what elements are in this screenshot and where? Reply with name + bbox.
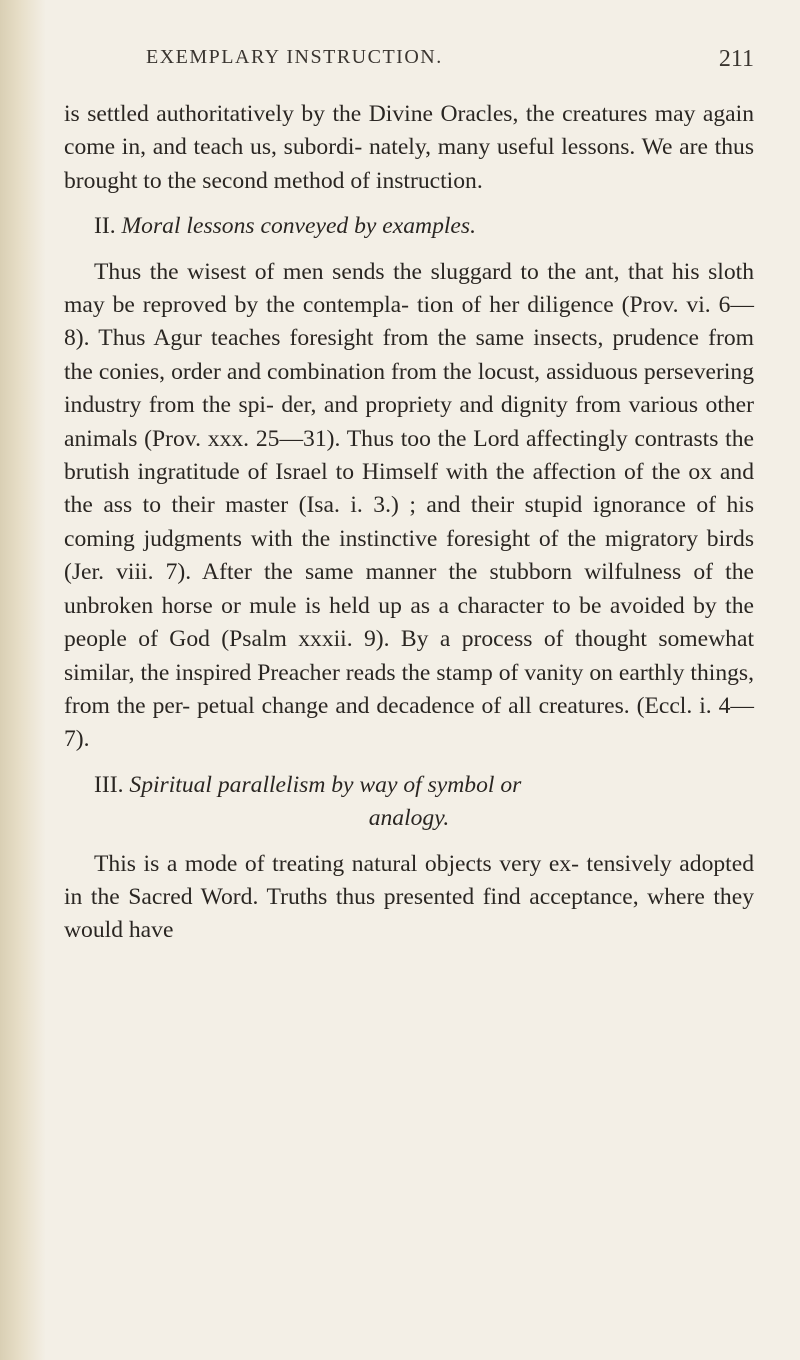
section-title-line-1: Spiritual parallelism by way of symbol or [129,771,522,798]
section-title-line-2: analogy. [368,805,450,832]
paragraph-moral-lessons: Thus the wisest of men sends the sluggard to the ant, that his sloth may be reproved by the contempla- tion of her diligence (Prov. vi. 6—8). Thus Agur teaches foresight from the same insects, prudence from the conies, order and combination from the locust, assiduous persevering industry from the spi- der, and propriety and dignity from various other animals (Prov. xxx. 25—31). Thus too the Lord affectingly contrasts the brutish ingratitude of Israel to Himself with the affection of the ox and the ass to their master (Isa. i. 3.) ; and their stupid ignorance of his coming judgments with the instinctive foresight of the migratory birds (Jer. viii. 7). After the same manner the stubborn wilfulness of the unbroken horse or mule is held up as a character to be avoided by the people of God (Psalm xxxii. 9). By a process of thought somewhat similar, the inspired Preacher reads the stamp of vanity on earthly things, from the per- petual change and decadence of all creatures. (Eccl. i. 4—7). [64,258,754,753]
section-number: III. [94,771,124,798]
running-header [64,46,754,84]
section-title: Moral lessons conveyed by examples. [121,213,476,240]
book-page [64,46,754,948]
section-heading-2 [64,210,754,243]
paragraph-continuation: is settled authoritatively by the Divine Oracles, the creatures may again come in, and teach us, subordi- nately, many useful lessons. We are thus brought to the second method of instruction. [64,101,754,194]
section-heading-3 [64,769,754,802]
running-title: EXEMPLARY INSTRUCTION. [146,46,443,68]
book-spine-shadow [0,0,46,1360]
section-number: II. [94,213,116,240]
paragraph-spiritual-parallelism: This is a mode of treating natural objects very ex- tensively adopted in the Sacred Word. Truths thus presented find acceptance, where they would have [64,850,754,944]
page-body [64,98,754,948]
page-number: 211 [718,46,754,72]
